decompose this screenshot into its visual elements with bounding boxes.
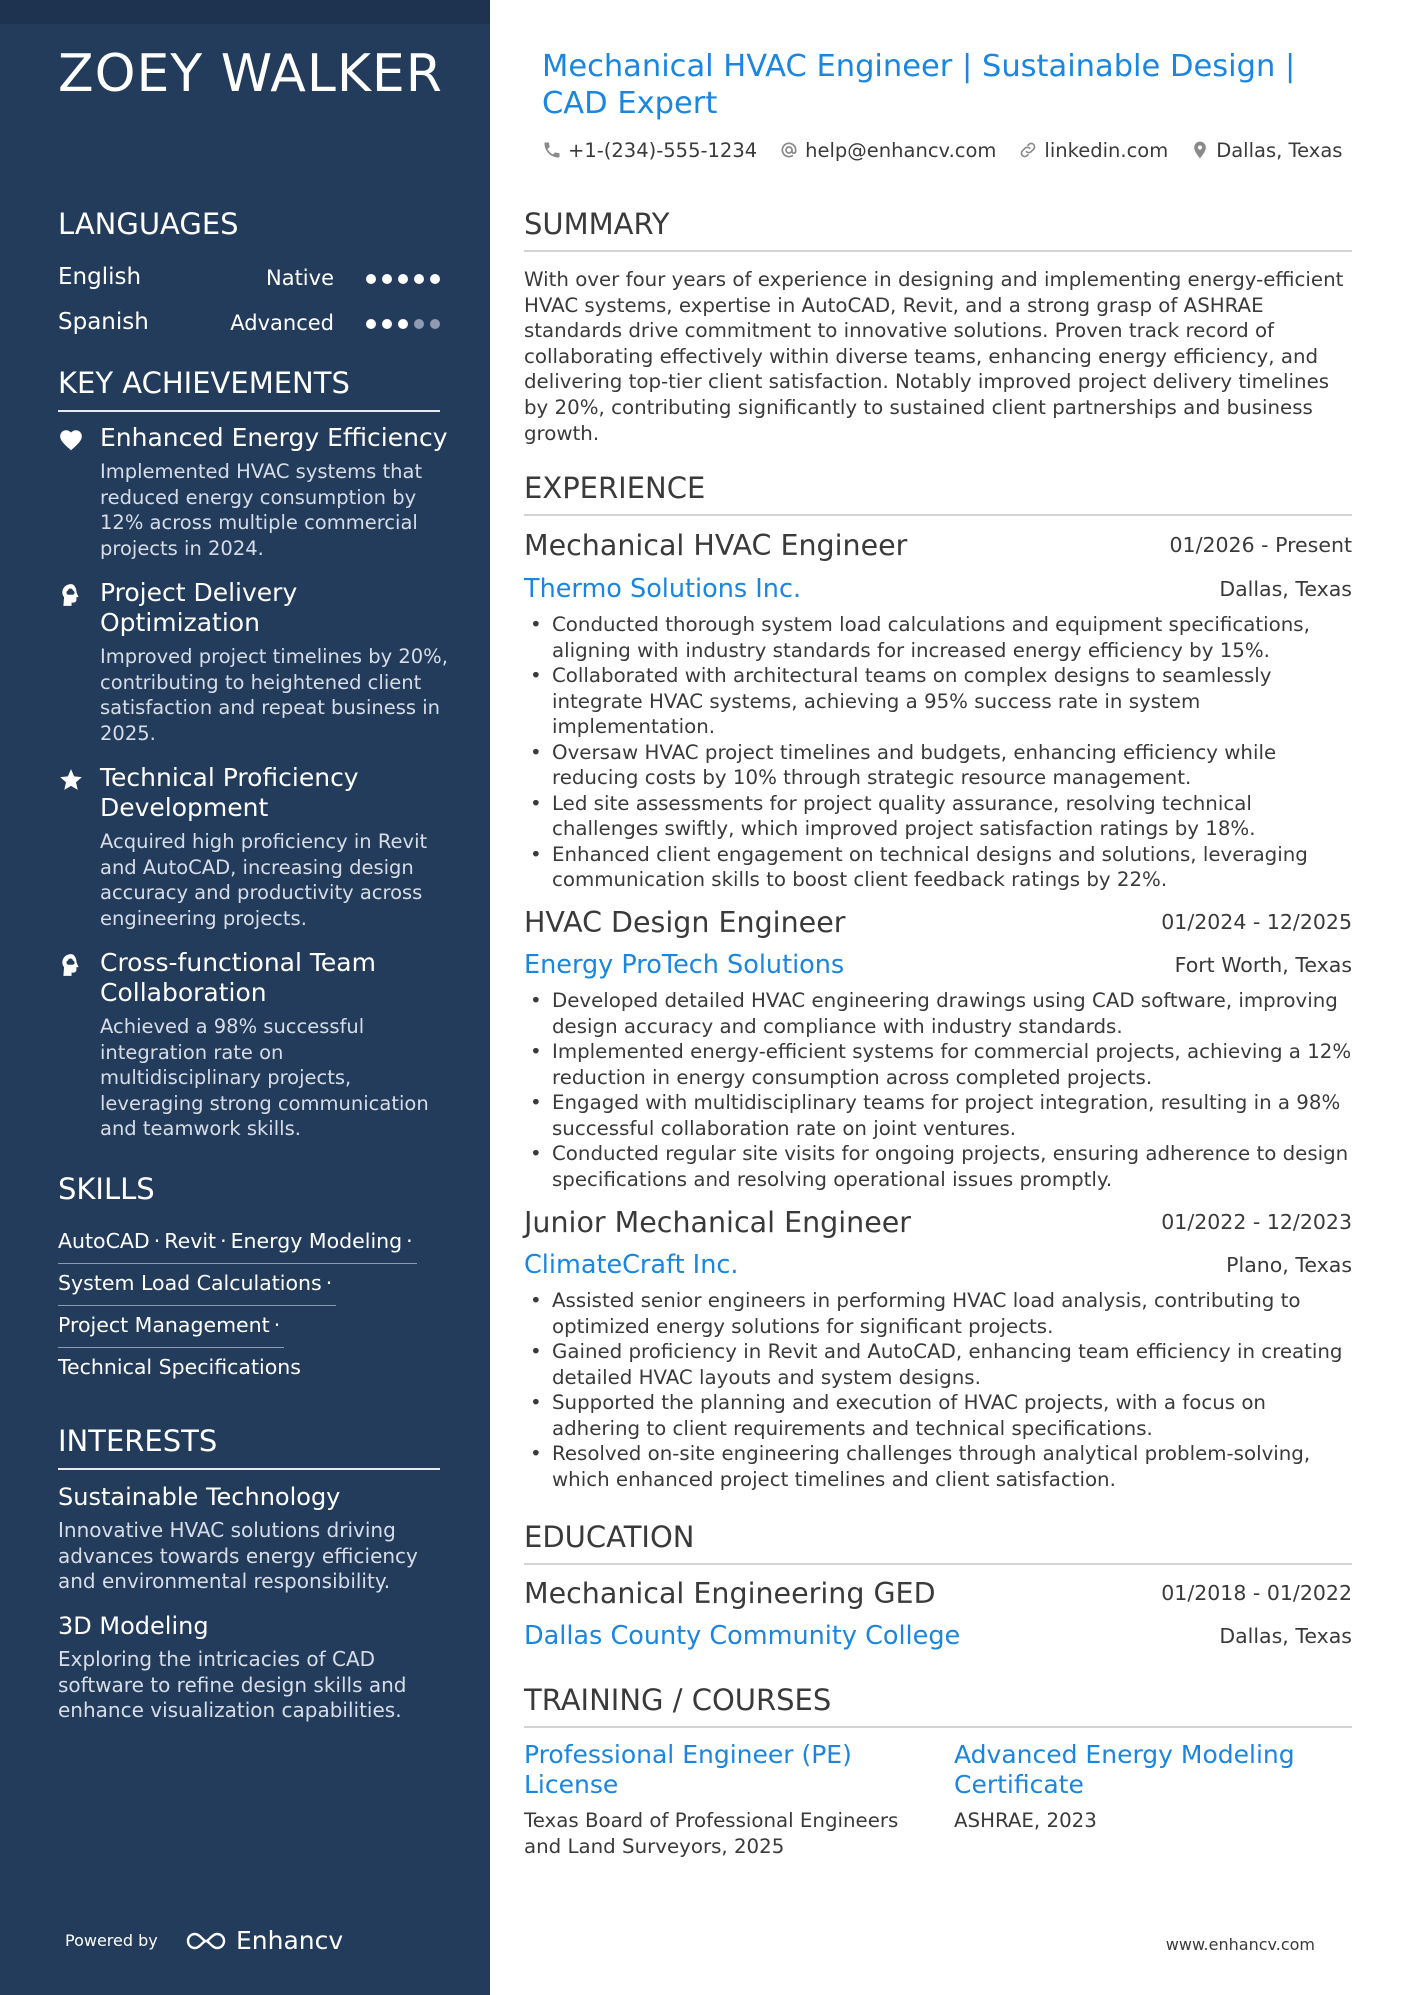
achievement-title: Cross-functional Team Collaboration bbox=[100, 948, 376, 1007]
contact-linkedin[interactable] bbox=[1018, 139, 1168, 162]
job-company: Energy ProTech Solutions bbox=[524, 950, 845, 980]
sidebar bbox=[0, 0, 490, 1995]
enhancv-logo-icon bbox=[184, 1929, 228, 1953]
skills-line: AutoCAD · Revit · Energy Modeling · bbox=[58, 1229, 417, 1253]
achievements-heading: KEY ACHIEVEMENTS bbox=[58, 366, 440, 412]
proficiency-dot-filled bbox=[414, 274, 424, 284]
interest-title: Sustainable Technology bbox=[58, 1483, 341, 1511]
phone-text: +1-(234)-555-1234 bbox=[568, 138, 758, 162]
education-school: Dallas County Community College bbox=[524, 1621, 961, 1651]
job-bullet: • Conducted thorough system load calculations and equipment specifications, aligning with industry standards for increased energy efficiency by 15%. bbox=[524, 612, 1352, 663]
job-bullet: • Gained proficiency in Revit and AutoCAD, enhancing team efficiency in creating detailed HVAC layouts and system designs. bbox=[524, 1339, 1352, 1390]
contact-location bbox=[1190, 139, 1342, 162]
education-heading: EDUCATION bbox=[524, 1520, 1352, 1565]
skill-tag: Technical Specifications bbox=[58, 1355, 301, 1379]
at-icon bbox=[779, 140, 799, 160]
skills-heading: SKILLS bbox=[58, 1172, 155, 1206]
job-bullet: • Engaged with multidisciplinary teams for project integration, resulting in a 98% successful collaboration rate on joint ventures. bbox=[524, 1090, 1352, 1141]
course-item bbox=[524, 1740, 924, 1859]
course-organization: ASHRAE, 2023 bbox=[954, 1809, 1097, 1832]
brain-icon bbox=[58, 582, 84, 608]
contact-email[interactable] bbox=[779, 139, 996, 162]
education-location: Dallas, Texas bbox=[1219, 1624, 1352, 1648]
achievement-item bbox=[58, 948, 448, 1142]
job-bullet: • Collaborated with architectural teams on complex designs to seamlessly integrate HVAC systems, achieving a 95% success rate in system implementation. bbox=[524, 663, 1352, 740]
resume-headline: Mechanical HVAC Engineer | Sustainable Design | CAD Expert bbox=[542, 49, 1296, 121]
job-company: Thermo Solutions Inc. bbox=[524, 574, 802, 604]
skill-tag: AutoCAD bbox=[58, 1229, 150, 1253]
training-heading: TRAINING / COURSES bbox=[524, 1683, 1352, 1728]
interest-item bbox=[58, 1482, 443, 1595]
achievement-description: Acquired high proficiency in Revit and AutoCAD, increasing design accuracy and productivity across engineering projects. bbox=[100, 830, 428, 930]
contact-phone[interactable] bbox=[542, 139, 757, 162]
job-bullet: • Assisted senior engineers in performing HVAC load analysis, contributing to optimized energy solutions for significant projects. bbox=[524, 1288, 1352, 1339]
achievement-description: Achieved a 98% successful integration rate on multidisciplinary projects, leveraging strong communication and teamwork skills. bbox=[100, 1015, 429, 1140]
proficiency-dot-filled bbox=[382, 274, 392, 284]
job-location: Fort Worth, Texas bbox=[1174, 953, 1352, 977]
language-level: Advanced bbox=[230, 311, 334, 335]
sidebar-top-bar bbox=[0, 0, 490, 24]
job-bullet: • Enhanced client engagement on technical designs and solutions, leveraging communication skills to boost client feedback ratings by 22%. bbox=[524, 842, 1352, 893]
skill-tag: Project Management bbox=[58, 1313, 270, 1337]
job-bullet: • Conducted regular site visits for ongoing projects, ensuring adherence to design specifications and resolving operational issues promptly. bbox=[524, 1141, 1352, 1192]
interest-title: 3D Modeling bbox=[58, 1612, 209, 1640]
interest-description: Innovative HVAC solutions driving advances towards energy efficiency and environmental responsibility. bbox=[58, 1518, 418, 1593]
language-proficiency-dots bbox=[366, 319, 440, 329]
course-title: Advanced Energy Modeling Certificate bbox=[954, 1740, 1295, 1799]
job-bullet: • Led site assessments for project quality assurance, resolving technical challenges swiftly, which improved project satisfaction ratings by 18%. bbox=[524, 791, 1352, 842]
skills-line bbox=[58, 1355, 301, 1379]
enhancv-logo-text: Enhancv bbox=[236, 1926, 344, 1955]
job-title: HVAC Design Engineer bbox=[524, 906, 846, 939]
skill-tag: Revit bbox=[164, 1229, 217, 1253]
job-title: Mechanical HVAC Engineer bbox=[524, 529, 908, 562]
proficiency-dot-filled bbox=[430, 274, 440, 284]
language-proficiency-dots bbox=[366, 274, 440, 284]
achievement-item bbox=[58, 763, 448, 931]
phone-icon bbox=[542, 140, 562, 160]
proficiency-dot-filled bbox=[398, 319, 408, 329]
language-row-english bbox=[58, 264, 440, 298]
course-title: Professional Engineer (PE) License bbox=[524, 1740, 852, 1799]
skills-line: System Load Calculations · bbox=[58, 1271, 336, 1295]
achievement-description: Implemented HVAC systems that reduced energy consumption by 12% across multiple commercial projects in 2024. bbox=[100, 460, 423, 560]
proficiency-dot-empty bbox=[414, 319, 424, 329]
skill-tag: Energy Modeling bbox=[230, 1229, 403, 1253]
proficiency-dot-filled bbox=[366, 319, 376, 329]
language-name: English bbox=[58, 264, 142, 290]
proficiency-dot-filled bbox=[366, 274, 376, 284]
brain-icon bbox=[58, 952, 84, 978]
course-item bbox=[954, 1740, 1354, 1834]
job-bullets bbox=[524, 612, 1352, 893]
achievement-description: Improved project timelines by 20%, contributing to heightened client satisfaction and repeat business in 2025. bbox=[100, 645, 448, 745]
summary-heading: SUMMARY bbox=[524, 207, 1352, 252]
skills-divider bbox=[58, 1347, 284, 1348]
job-location: Plano, Texas bbox=[1226, 1253, 1352, 1277]
skills-line: Project Management · bbox=[58, 1313, 284, 1337]
proficiency-dot-empty bbox=[430, 319, 440, 329]
achievement-item bbox=[58, 578, 448, 746]
job-dates: 01/2026 - Present bbox=[1169, 533, 1352, 557]
contact-bar bbox=[542, 137, 1364, 163]
interests-heading: INTERESTS bbox=[58, 1424, 440, 1470]
achievement-title: Technical Proficiency Development bbox=[100, 763, 359, 822]
link-icon bbox=[1018, 140, 1038, 160]
job-bullet: • Developed detailed HVAC engineering drawings using CAD software, improving design accuracy and compliance with industry standards. bbox=[524, 988, 1352, 1039]
summary-text: With over four years of experience in designing and implementing energy-efficient HVAC systems, expertise in AutoCAD, Revit, and a strong grasp of ASHRAE standards drive commitment to innovative solutions. Proven track record of collaborating effectively within diverse teams, enhancing energy efficiency, and delivering top-tier client satisfaction. Notably improved project delivery timelines by 20%, contributing significantly to sustained client partnerships and business growth. bbox=[524, 268, 1344, 445]
job-company: ClimateCraft Inc. bbox=[524, 1250, 739, 1280]
location-pin-icon bbox=[1190, 140, 1210, 160]
candidate-name: ZOEY WALKER bbox=[58, 44, 443, 104]
achievement-title: Enhanced Energy Efficiency bbox=[100, 423, 448, 452]
education-dates: 01/2018 - 01/2022 bbox=[1161, 1581, 1352, 1605]
experience-heading: EXPERIENCE bbox=[524, 471, 1352, 516]
interest-item bbox=[58, 1611, 443, 1724]
heart-icon bbox=[58, 427, 84, 453]
proficiency-dot-filled bbox=[382, 319, 392, 329]
job-dates: 01/2022 - 12/2023 bbox=[1161, 1210, 1352, 1234]
enhancv-logo[interactable] bbox=[184, 1926, 343, 1955]
job-bullet: • Implemented energy-efficient systems for commercial projects, achieving a 12% reduction in energy consumption across completed projects. bbox=[524, 1039, 1352, 1090]
languages-heading: LANGUAGES bbox=[58, 207, 239, 241]
proficiency-dot-filled bbox=[398, 274, 408, 284]
language-name: Spanish bbox=[58, 309, 149, 335]
language-row-spanish bbox=[58, 309, 440, 343]
language-level: Native bbox=[266, 266, 334, 290]
job-bullets bbox=[524, 988, 1352, 1192]
job-bullet: • Oversaw HVAC project timelines and budgets, enhancing efficiency while reducing costs by 10% through strategic resource management. bbox=[524, 740, 1352, 791]
achievement-title: Project Delivery Optimization bbox=[100, 578, 298, 637]
job-bullet: • Resolved on-site engineering challenges through analytical problem-solving, which enhanced project timelines and client satisfaction. bbox=[524, 1441, 1352, 1492]
course-organization: Texas Board of Professional Engineers and Land Surveyors, 2025 bbox=[524, 1809, 899, 1858]
job-title: Junior Mechanical Engineer bbox=[524, 1206, 912, 1239]
achievement-item bbox=[58, 423, 448, 561]
skills-divider bbox=[58, 1263, 417, 1264]
education-degree: Mechanical Engineering GED bbox=[524, 1577, 936, 1610]
job-bullet: • Supported the planning and execution of HVAC projects, with a focus on adhering to client requirements and technical specifications. bbox=[524, 1390, 1352, 1441]
job-location: Dallas, Texas bbox=[1219, 577, 1352, 601]
powered-by-label: Powered by bbox=[65, 1931, 158, 1950]
job-dates: 01/2024 - 12/2025 bbox=[1161, 910, 1352, 934]
website-footer[interactable]: www.enhancv.com bbox=[1165, 1935, 1315, 1954]
star-icon bbox=[58, 767, 84, 793]
skills-divider bbox=[58, 1305, 336, 1306]
skill-tag: System Load Calculations bbox=[58, 1271, 322, 1295]
job-bullets bbox=[524, 1288, 1352, 1492]
interest-description: Exploring the intricacies of CAD software to refine design skills and enhance visualization capabilities. bbox=[58, 1647, 407, 1722]
location-text: Dallas, Texas bbox=[1216, 138, 1343, 162]
email-text: help@enhancv.com bbox=[805, 138, 997, 162]
linkedin-text: linkedin.com bbox=[1044, 138, 1169, 162]
